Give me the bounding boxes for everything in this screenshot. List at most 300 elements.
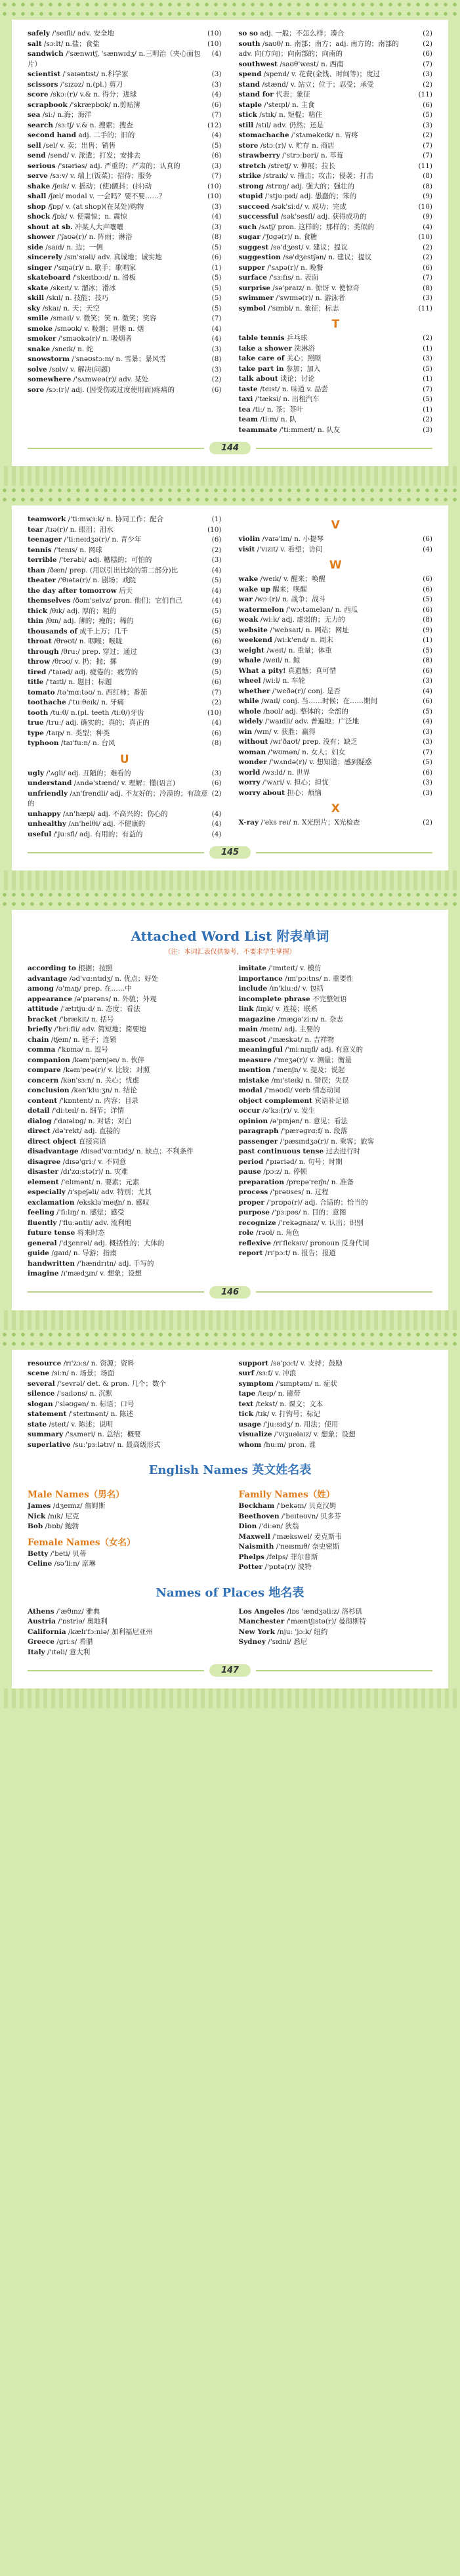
word-entry-text [28, 1409, 218, 1420]
page-146 [12, 910, 448, 1310]
unit-number: (7) [423, 748, 432, 756]
unit-number: (10) [207, 30, 222, 37]
unit-number: (4) [211, 830, 222, 838]
headword: especially [28, 1188, 66, 1196]
definition: /wiːk/ adj. 虚弱的；无力的 [258, 616, 345, 624]
definition: /sel/ v. 卖；出售；销售 [41, 141, 116, 150]
unit-number: (8) [211, 739, 222, 747]
word-entry [28, 1359, 222, 1369]
unit-number: (6) [423, 585, 432, 593]
headword: teenager [28, 536, 62, 544]
word-entry-text [28, 974, 218, 985]
headword: somewhere [28, 376, 72, 383]
definition: /kælɪ'fɔːniə/ 加利福尼亚州 [66, 1627, 153, 1636]
unit-number: (7) [423, 152, 432, 160]
word-entry-text [239, 364, 419, 375]
headword: incomplete phrase [238, 995, 310, 1003]
word-entry-text [28, 1147, 218, 1157]
word-entry [239, 1562, 433, 1573]
unit-number: (7) [423, 274, 432, 282]
unit-number: (3) [423, 677, 432, 685]
headword: shop [28, 202, 46, 211]
unit-number: (8) [423, 616, 432, 624]
headword: south [238, 39, 261, 48]
headword: preparation [238, 1178, 285, 1186]
word-entry [28, 1096, 222, 1107]
word-entry-text [28, 729, 208, 739]
word-entry-text [28, 232, 208, 243]
definition: /'juːsɪdʒ/ n. 用法；使用 [261, 1420, 339, 1428]
word-entry-text [239, 1430, 429, 1440]
headword: pause [238, 1168, 261, 1176]
definition: /wɪn/ v. 获胜；赢得 [252, 727, 316, 736]
definition: /ə'pɪnjən/ n. 意见；看法 [268, 1117, 348, 1125]
unit-number: (10) [207, 192, 222, 200]
word-entry-text [239, 1627, 429, 1638]
definition: /skaɪ/ n. 天；天空 [40, 304, 100, 312]
unit-number: (8) [423, 182, 432, 190]
headword: scissors [28, 80, 58, 89]
word-entry-text [28, 1512, 218, 1522]
word-entry [239, 425, 433, 436]
headword: feeling [28, 1209, 54, 1216]
definition: /'terəbl/ adj. 糟糕的；可怕的 [56, 556, 152, 564]
definition: /rɪ'pɔːt/ n. 报告；报道 [262, 1249, 336, 1257]
word-entry [28, 1648, 222, 1658]
definition: /sɜːtʃ/ v.& n. 搜索；搜查 [52, 121, 133, 129]
unit-number: (6) [211, 536, 222, 544]
word-entry [28, 80, 222, 91]
definition: /'daɪəlɒɡ/ n. 对话；对白 [51, 1117, 132, 1125]
word-entry [239, 1188, 433, 1198]
unit-number: (8) [423, 656, 432, 664]
definition: 冲某人大声嚷嚷 [72, 223, 123, 231]
headword: visualize [238, 1430, 272, 1438]
headword: stupid [238, 192, 263, 200]
definition: /'prəʊses/ n. 过程 [268, 1188, 329, 1196]
word-entry-text [239, 293, 419, 304]
headword: briefly [28, 1025, 52, 1033]
definition: /sək'sesfl/ adj. 获得成功的 [278, 213, 367, 221]
word-entry-text [239, 707, 419, 718]
unit-number: (8) [211, 233, 222, 241]
definition: /ə'kɜː(r)/ v. 发生 [260, 1107, 316, 1115]
unit-number: (2) [423, 334, 432, 342]
unit-number: (10) [418, 233, 432, 241]
word-entry-text [239, 697, 419, 707]
word-entry [239, 161, 433, 172]
definition: /smaɪl/ v. 微笑；笑 n. 微笑；笑容 [48, 314, 157, 322]
word-entry-text [28, 1218, 218, 1229]
unit-number: (3) [211, 80, 222, 89]
word-entry [28, 1025, 222, 1035]
definition: /ʌndə'stænd/ v. 理解；懂(语言) [72, 779, 176, 787]
headword: southwest [238, 60, 278, 68]
definition: /mɪ'steɪk/ n. 错误；失误 [269, 1076, 349, 1084]
word-entry-text [239, 1440, 429, 1451]
left-column [28, 964, 222, 1279]
word-entry [239, 141, 433, 152]
word-entry [239, 405, 433, 416]
section-title: Attached Word List 附表单词 [131, 928, 329, 944]
unit-number: (1) [211, 263, 222, 272]
word-entry [239, 1045, 433, 1056]
unit-number: (3) [211, 223, 222, 231]
headword: skill [28, 294, 45, 302]
word-entry [28, 345, 222, 355]
definition: /stretʃ/ v. 伸展；拉长 [266, 161, 335, 170]
unit-number: (9) [211, 658, 222, 666]
word-entry-text [239, 333, 419, 344]
headword: summary [28, 1430, 64, 1438]
word-entry-text [239, 615, 419, 626]
unit-number: (9) [423, 213, 432, 221]
headword: skateboard [28, 274, 71, 282]
word-entry [239, 151, 433, 161]
definition: /kəm'peə(r)/ v. 比较；对照 [60, 1066, 150, 1074]
definition: /stænd/ v. 站立；位于；忍受；承受 [260, 80, 374, 89]
word-entry [239, 1178, 433, 1188]
word-entry-text [28, 1379, 218, 1390]
word-entry [239, 1400, 433, 1410]
definition: /'skræpbʊk/ n.剪贴簿 [67, 100, 140, 109]
word-entry [239, 818, 433, 828]
unit-number: (3) [423, 738, 432, 746]
word-entry-text [28, 110, 208, 121]
word-entry-text [28, 535, 208, 546]
word-entry-text [239, 1147, 429, 1157]
word-entry-text [28, 1259, 218, 1270]
word-entry-text [239, 232, 415, 243]
word-entry [239, 656, 433, 666]
headword: symptom [238, 1379, 274, 1388]
definition: /də'rekt/ adj. 直接的 [50, 1127, 120, 1135]
headword: guide [28, 1249, 49, 1257]
headword: general [28, 1239, 57, 1247]
word-entry [239, 344, 433, 354]
definition: /'pæsɪndʒə(r)/ n. 乘客；旅客 [278, 1137, 375, 1146]
unit-number: (2) [211, 789, 222, 798]
word-entry-text [239, 29, 419, 39]
definition: /lɪŋk/ v. 连接；联系 [253, 1005, 318, 1013]
word-entry [239, 304, 433, 314]
headword: period [238, 1157, 264, 1166]
word-entry-text [239, 1015, 429, 1025]
word-entry-text [239, 545, 419, 555]
word-entry [28, 131, 222, 141]
headword: useful [28, 830, 52, 838]
word-entry [239, 243, 433, 253]
definition: 不完整短语 [310, 995, 347, 1003]
word-entry-text [28, 1106, 218, 1117]
word-entry-text [239, 595, 419, 605]
headword: talk about [238, 375, 278, 383]
word-entry [239, 354, 433, 364]
word-entry-text [239, 141, 419, 152]
word-entry [28, 1239, 222, 1249]
definition: /sɜːv/ v. 端上(饭菜)；招待；服务 [47, 172, 152, 180]
word-entry-text [239, 263, 419, 274]
word-entry [28, 830, 222, 840]
unit-number: (1) [211, 515, 222, 523]
page-number: 147 [209, 1664, 251, 1677]
word-entry [239, 1004, 433, 1015]
word-entry-text [239, 778, 419, 788]
unit-number: (5) [423, 111, 432, 119]
word-entry [28, 677, 222, 688]
definition: adj. 一般；不怎么样；凑合 [258, 30, 345, 37]
headword: still [238, 121, 254, 129]
definition: /'saɪəntɪst/ n.科学家 [60, 70, 129, 78]
word-entry [28, 1228, 222, 1239]
word-entry [239, 1086, 433, 1096]
headword: disadvantage [28, 1148, 79, 1155]
word-entry [28, 121, 222, 131]
word-entry [239, 974, 433, 985]
word-entry-text [239, 687, 419, 697]
unit-number: (1) [423, 375, 432, 383]
word-entry-text [239, 1076, 429, 1086]
definition: /sə'dʒestʃən/ n. 建议；提议 [280, 253, 372, 261]
word-entry [28, 1501, 222, 1512]
word-entry [239, 1607, 433, 1618]
word-entry-text [28, 141, 208, 152]
word-entry-text [28, 212, 208, 223]
word-entry [239, 748, 433, 758]
headword: state [28, 1420, 47, 1428]
unit-number: (8) [423, 172, 432, 180]
word-entry [239, 717, 433, 727]
headword: imitate [238, 964, 266, 972]
unit-number: (5) [211, 576, 222, 584]
word-entry-text [28, 161, 208, 172]
unit-number: (2) [423, 819, 432, 826]
word-entry-text [28, 566, 208, 576]
page-147 [12, 1350, 448, 1689]
unit-number: (12) [207, 121, 222, 129]
word-entry-text [239, 646, 419, 656]
word-entry [239, 1512, 433, 1522]
headword: suggestion [238, 253, 281, 261]
headword: surface [238, 274, 267, 282]
word-entry [28, 1004, 222, 1015]
word-entry [28, 596, 222, 607]
definition: /'seɪfli/ adv. 安全地 [50, 30, 114, 37]
definition: /'meʒə(r)/ v. 测量；衡量 [271, 1056, 352, 1064]
word-entry [28, 555, 222, 566]
headword: Naismith [238, 1543, 274, 1551]
word-entry-text [28, 334, 208, 345]
headword: purpose [238, 1209, 270, 1216]
unit-number: (5) [211, 243, 222, 251]
definition: /dʒeɪmz/ 詹姆斯 [51, 1502, 106, 1510]
word-entry-text [239, 49, 419, 60]
definition: 参加；加入 [283, 364, 321, 373]
definition: 过去进行时 [324, 1148, 361, 1155]
word-entry-text [28, 627, 208, 637]
unit-number: (3) [211, 647, 222, 656]
word-entry [28, 1430, 222, 1440]
unit-number: (6) [211, 637, 222, 645]
word-entry-text [28, 1056, 218, 1066]
headword: stand [238, 80, 261, 89]
definition: 根据；按照 [75, 964, 113, 972]
headword: sell [28, 141, 41, 150]
unit-number: (4) [423, 687, 432, 695]
headword: tape [238, 1390, 256, 1398]
definition: /weɪk/ v. 醒来；唤醒 [258, 575, 325, 583]
word-entry-text [28, 273, 208, 284]
headword: war [238, 595, 253, 603]
definition: /'hændrɪtn/ adj. 手写的 [75, 1259, 154, 1268]
word-entry-text [28, 284, 208, 294]
word-entry [28, 607, 222, 617]
word-entry [239, 595, 433, 605]
word-entry [28, 263, 222, 274]
definition: /dɪsə'ɡriː/ v. 不同意 [60, 1157, 127, 1166]
definition: /'sləʊɡən/ n. 标语；口号 [52, 1400, 135, 1408]
headword: Beckham [238, 1502, 275, 1510]
word-entry-text [239, 1400, 429, 1410]
word-entry [239, 1106, 433, 1117]
word-entry [239, 1147, 433, 1157]
unit-number: (3) [211, 769, 222, 777]
word-entry [239, 284, 433, 294]
page-divider [0, 1688, 460, 1708]
word-entry-text [28, 263, 208, 274]
definition: /ʃæl/ modal v. 一会吗？要不要……？ [46, 192, 166, 200]
unit-number: (3) [423, 294, 432, 302]
word-entry-text [28, 354, 208, 365]
headword: world [238, 768, 261, 777]
headword: direct [28, 1127, 51, 1135]
word-entry-text [239, 585, 419, 595]
word-entry-text [28, 223, 208, 233]
word-entry [28, 1259, 222, 1270]
unit-number: (5) [423, 395, 432, 403]
left-column [28, 29, 222, 435]
headword: swimmer [238, 294, 274, 302]
word-entry [28, 223, 222, 233]
definition: /'ʃaʊə(r)/ n. 阵雨；淋浴 [54, 233, 133, 241]
headword: wheel [238, 677, 261, 685]
unit-number: (4) [423, 545, 432, 553]
word-entry-text [239, 768, 419, 779]
unit-number: (10) [418, 202, 432, 211]
definition: /lɒs 'ændʒəliːz/ 洛杉矶 [284, 1607, 363, 1616]
word-entry [239, 364, 433, 375]
definition: /ekskləˈmeɪʃn/ n. 感叹 [74, 1198, 150, 1207]
word-entry [28, 566, 222, 576]
word-entry [239, 1532, 433, 1543]
headword: usage [238, 1420, 261, 1428]
headword: sea [28, 111, 41, 119]
definition: /'weðə(r)/ conj. 是否 [270, 687, 341, 695]
word-entry [28, 49, 222, 70]
headword: staple [238, 100, 262, 109]
page-divider [0, 0, 460, 20]
headword: conclusion [28, 1086, 70, 1094]
word-entry-text [239, 151, 419, 161]
unit-number: (3) [423, 779, 432, 786]
definition: /tə'mɑːtəʊ/ n. 西红柿；番茄 [54, 688, 148, 697]
definition: /'beti/ 贝蒂 [48, 1549, 87, 1558]
word-entry [239, 1157, 433, 1168]
unit-number: (4) [211, 50, 222, 58]
definition: 洗淋浴 [292, 344, 315, 353]
word-entry-text [239, 727, 419, 738]
word-entry [239, 29, 433, 39]
unit-number: (3) [211, 345, 222, 353]
headword: sandwich [28, 50, 64, 58]
definition: /'ɪtəli/ 意大利 [45, 1648, 91, 1656]
definition: /θɪk/ adj. 厚的；粗的 [47, 607, 117, 615]
definition: /θruː/ prep. 穿过；通过 [58, 647, 137, 656]
word-entry [239, 202, 433, 213]
headword: win [238, 727, 253, 736]
definition: /'mækswel/ 麦克斯韦 [270, 1532, 342, 1541]
headword: tick [238, 1410, 254, 1418]
definition: /'sænwɪtʃ, 'sænwɪdʒ/ n.三明治（夹心面包片） [28, 50, 201, 68]
word-entry [28, 515, 222, 525]
unit-number: (2) [211, 546, 222, 554]
word-entry [239, 1249, 433, 1259]
headword: main [238, 1025, 259, 1033]
definition: /'taɪtl/ n. 题目；标题 [43, 678, 112, 686]
word-entry [239, 253, 433, 263]
word-entry-text [239, 605, 419, 616]
word-entry [239, 333, 433, 344]
headword: chain [28, 1035, 49, 1044]
word-entry-text [28, 1157, 218, 1168]
word-entry [28, 819, 222, 830]
word-entry-text [239, 344, 419, 354]
word-entry-text [28, 1035, 218, 1046]
unit-number: (2) [423, 39, 432, 48]
word-entry [239, 666, 433, 677]
headword: score [28, 91, 49, 98]
definition: 宾语补足语 [312, 1096, 349, 1105]
word-entry-text [28, 80, 208, 91]
word-entry-text [239, 1157, 429, 1168]
word-entry [239, 121, 433, 131]
word-entry [28, 1167, 222, 1178]
headword: symbol [238, 304, 266, 312]
word-entry-text [239, 574, 419, 585]
word-entry [239, 1409, 433, 1420]
word-entry-text [239, 1553, 429, 1563]
word-entry-text [28, 100, 208, 111]
definition: /ʌn'frendli/ adj. 不友好的；冷漠的；有敌意的 [28, 789, 208, 807]
word-entry-text [28, 616, 208, 627]
unit-number: (4) [211, 719, 222, 727]
definition: /ʃɒk/ v. 使震惊；n. 震惊 [50, 213, 127, 221]
headword: supper [238, 263, 265, 272]
unit-number: (7) [423, 141, 432, 150]
word-entry [239, 1542, 433, 1553]
word-entry-text [239, 1369, 429, 1379]
word-entry-text [28, 1228, 218, 1239]
definition: /'ɪmɪteɪt/ v. 模仿 [266, 964, 322, 972]
definition: /'wʌri/ v. 担心；担忧 [260, 779, 329, 786]
unit-number: (7) [423, 60, 432, 68]
definition: /njuː 'jɔːk/ 纽约 [274, 1627, 328, 1636]
headword: spend [238, 70, 262, 78]
word-entry [239, 1015, 433, 1025]
page-divider [0, 1330, 460, 1350]
headword: slogan [28, 1400, 53, 1408]
word-entry [28, 708, 222, 719]
